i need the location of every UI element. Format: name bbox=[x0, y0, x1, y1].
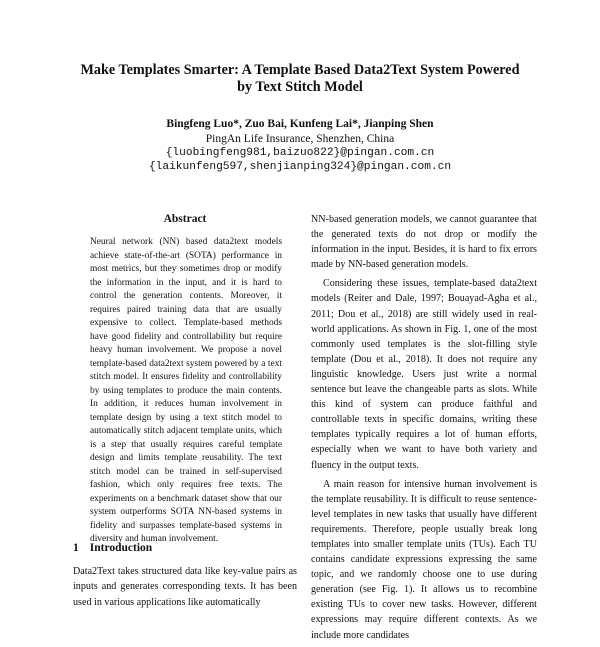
title-line-2: by Text Stitch Model bbox=[237, 79, 363, 95]
section-number: 1 bbox=[73, 542, 79, 554]
email-line-2: {laikunfeng597,shenjianping324}@pingan.com.cn bbox=[148, 161, 452, 173]
introduction-heading bbox=[73, 542, 152, 554]
right-paragraph-3: A main reason for intensive human involvement is the template reusability. It is difficult to reuse sentence-level templates in new tasks that usually have different requirements. Therefore, people usually break long templates into smaller template units (TUs). Each TU contains candidate expressions expressing the same topic, and we randomly choose one to use during generation (see Fig. 1). It allows us to recombine existing TUs to cover new tasks. However, different expressions may require different contexts. As we include more candidates bbox=[311, 478, 537, 641]
abstract-heading: Abstract bbox=[163, 213, 207, 225]
title-line-1: Make Templates Smarter: A Template Based Data2Text System Powered bbox=[80, 62, 520, 78]
right-paragraph-1: NN-based generation models, we cannot guarantee that the generated texts do not drop or modify the information in the input. Besides, it is hard to fix errors made by NN-based generation models. bbox=[311, 214, 537, 271]
email-line-1: {luobingfeng981,baizuo822}@pingan.com.cn bbox=[165, 147, 435, 159]
abstract-text: Neural network (NN) based data2text models achieve state-of-the-art (SOTA) performance in most metrics, but they sometimes drop or modify the information in the input, and it is hard to control the generation contents. Moreover, it requires paired training data that are usually expensive to collect. Template-based methods have good fidelity and controllability but require heavy human involvement. We propose a novel template-based data2text system powered by a text stitch model. It ensures fidelity and controllability by using templates to produce the main contents. In addition, it reduces human involvement in template design by using a text stitch model to automatically stitch adjacent template units, which is a step that usually requires careful template design and limits template reusability. The text stitch model can be trained in self-supervised fashion, which only requires free texts. The experiments on a benchmark dataset show that our system outperforms SOTA NN-based systems in fidelity and surpasses template-based systems in diversity and human involvement. bbox=[90, 237, 282, 544]
author-list: Bingfeng Luo*, Zuo Bai, Kunfeng Lai*, Jianping Shen bbox=[166, 118, 434, 130]
introduction-text: Data2Text takes structured data like key-value pairs as inputs and generates corresponding texts. It has been used in various applications like automatically bbox=[73, 566, 297, 608]
paper-title bbox=[40, 62, 560, 96]
section-title: Introduction bbox=[89, 542, 153, 554]
affiliation: PingAn Life Insurance, Shenzhen, China bbox=[205, 133, 395, 145]
right-column bbox=[311, 212, 537, 647]
right-paragraph-2: Considering these issues, template-based data2text models (Reiter and Dale, 1997; Bouayad-Agha et al., 2011; Dou et al., 2018) are still widely used in real-world applications. As shown in Fig. 1, one of the most commonly used templates is the slot-filling style template (Dou et al., 2018). It does not require any linguistic knowledge. Users just write a normal sentence but leave the changeable parts as slots. While this kind of system can produce faithful and controllable texts in specific domains, writing these templates typically requires a lot of human efforts, especially when we want to have both variety and fluency in the output texts. bbox=[311, 278, 537, 471]
